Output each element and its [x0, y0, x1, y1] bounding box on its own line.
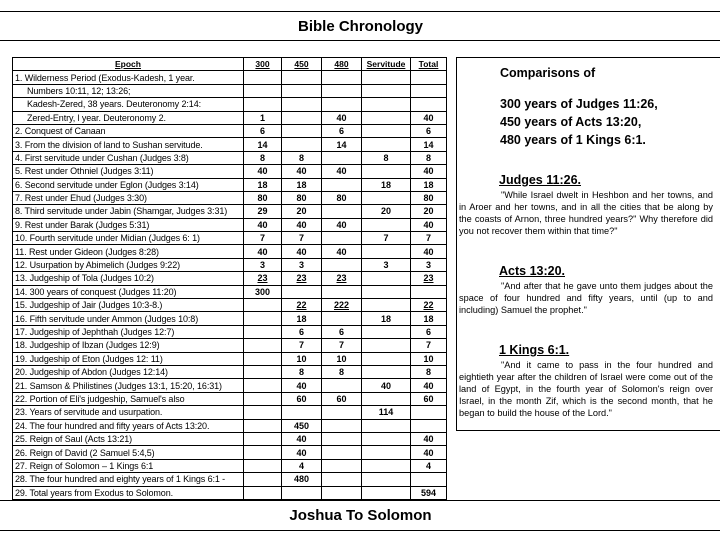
value-cell [282, 71, 322, 84]
epoch-cell: 25. Reign of Saul (Acts 13:21) [13, 432, 244, 445]
epoch-cell: 16. Fifth servitude under Ammon (Judges 10:8) [13, 312, 244, 325]
value-cell [322, 151, 362, 164]
value-cell [244, 299, 282, 312]
value-cell: 40 [411, 165, 447, 178]
value-cell [411, 419, 447, 432]
footer-title: Joshua To Solomon [0, 500, 720, 531]
value-cell [362, 71, 411, 84]
table-row [13, 165, 447, 178]
value-cell: 40 [282, 218, 322, 231]
value-cell: 3 [411, 258, 447, 271]
value-cell [244, 98, 282, 111]
value-cell [244, 419, 282, 432]
table-row [13, 432, 447, 445]
value-cell: 60 [411, 392, 447, 405]
epoch-cell: 7. Rest under Ehud (Judges 3:30) [13, 191, 244, 204]
value-cell: 7 [244, 232, 282, 245]
value-cell [322, 419, 362, 432]
section-ref: 1 Kings 6:1. [499, 343, 570, 357]
header-servitude: Servitude [362, 58, 411, 71]
value-cell [362, 218, 411, 231]
section-quote: "And after that he gave unto them judges about the space of four hundred and fifty years, until (up to and including) Samuel the prophet." [459, 281, 713, 315]
panel-heading: Comparisons of [500, 66, 596, 80]
epoch-cell: Numbers 10:11, 12; 13:26; [13, 84, 244, 97]
table-row [13, 365, 447, 378]
header-epoch: Epoch [13, 58, 244, 71]
value-cell: 10 [282, 352, 322, 365]
value-cell: 40 [411, 218, 447, 231]
value-cell [322, 473, 362, 486]
value-cell [411, 406, 447, 419]
value-cell [282, 124, 322, 137]
epoch-cell: 17. Judgeship of Jephthah (Judges 12:7) [13, 325, 244, 338]
table-row [13, 98, 447, 111]
value-cell: 14 [322, 138, 362, 151]
value-cell: 40 [322, 218, 362, 231]
value-cell: 23 [244, 272, 282, 285]
section-quote: "And it came to pass in the four hundred and eightieth year after the children of Israel were come out of the land of Egypt, in the fourth year of Solomon's reign over Israel, in the month Zif, which is the second month, that he began to build the house of the Lord." [459, 360, 713, 418]
value-cell: 40 [244, 165, 282, 178]
value-cell [411, 473, 447, 486]
value-cell [244, 486, 282, 499]
epoch-cell: 24. The four hundred and fifty years of Acts 13:20. [13, 419, 244, 432]
value-cell: 480 [282, 473, 322, 486]
epoch-cell: 19. Judgeship of Eton (Judges 12: 11) [13, 352, 244, 365]
table-header-row [13, 58, 447, 71]
table-row [13, 178, 447, 191]
section-ref: Judges 11:26. [499, 173, 581, 187]
value-cell: 18 [411, 178, 447, 191]
epoch-cell: 14. 300 years of conquest (Judges 11:20) [13, 285, 244, 298]
epoch-cell: Kadesh-Zered, 38 years. Deuteronomy 2:14: [13, 98, 244, 111]
epoch-cell: Zered-Entry, l year. Deuteronomy 2. [13, 111, 244, 124]
table-row [13, 392, 447, 405]
section-judges [457, 173, 720, 237]
value-cell [282, 406, 322, 419]
epoch-cell: 4. First servitude under Cushan (Judges 3:8) [13, 151, 244, 164]
value-cell: 22 [411, 299, 447, 312]
value-cell: 40 [244, 245, 282, 258]
epoch-cell: 3. From the division of land to Sushan servitude. [13, 138, 244, 151]
header-450: 450 [282, 58, 322, 71]
section-ref: Acts 13:20. [499, 264, 566, 278]
value-cell: 18 [282, 178, 322, 191]
value-cell: 20 [411, 205, 447, 218]
epoch-cell: 27. Reign of Solomon – 1 Kings 6:1 [13, 459, 244, 472]
value-cell [362, 245, 411, 258]
panel-line: 300 years of Judges 11:26, [500, 97, 658, 111]
value-cell [362, 459, 411, 472]
value-cell [362, 191, 411, 204]
value-cell: 1 [244, 111, 282, 124]
value-cell: 7 [411, 232, 447, 245]
value-cell: 40 [282, 432, 322, 445]
epoch-cell: 29. Total years from Exodus to Solomon. [13, 486, 244, 499]
value-cell [362, 432, 411, 445]
table-row [13, 473, 447, 486]
value-cell: 40 [244, 218, 282, 231]
value-cell [322, 432, 362, 445]
value-cell [362, 446, 411, 459]
value-cell: 60 [322, 392, 362, 405]
value-cell [362, 124, 411, 137]
value-cell: 29 [244, 205, 282, 218]
table-row [13, 406, 447, 419]
chronology-table [12, 57, 447, 500]
epoch-cell: 8. Third servitude under Jabin (Shamgar, Judges 3:31) [13, 205, 244, 218]
value-cell: 18 [411, 312, 447, 325]
value-cell [282, 285, 322, 298]
value-cell: 40 [362, 379, 411, 392]
value-cell: 6 [282, 325, 322, 338]
value-cell [322, 98, 362, 111]
section-acts [457, 264, 720, 316]
value-cell [411, 98, 447, 111]
value-cell: 40 [282, 446, 322, 459]
value-cell: 7 [322, 339, 362, 352]
value-cell [244, 71, 282, 84]
value-cell [362, 419, 411, 432]
value-cell [282, 84, 322, 97]
section-quote: "While Israel dwelt in Heshbon and her towns, and in Aroer and her towns, and in all the cities that be along by the coasts of Arnon, three hundred years?" Why therefore did you not recover them within that time?" [459, 190, 713, 236]
value-cell [362, 352, 411, 365]
value-cell: 18 [362, 312, 411, 325]
epoch-cell: 15. Judgeship of Jair (Judges 10:3-8.) [13, 299, 244, 312]
table-row [13, 205, 447, 218]
value-cell [362, 392, 411, 405]
value-cell: 20 [362, 205, 411, 218]
value-cell [322, 285, 362, 298]
value-cell: 3 [244, 258, 282, 271]
value-cell: 14 [411, 138, 447, 151]
value-cell [411, 285, 447, 298]
value-cell: 80 [244, 191, 282, 204]
value-cell: 23 [411, 272, 447, 285]
value-cell [362, 285, 411, 298]
table-row [13, 419, 447, 432]
value-cell [322, 232, 362, 245]
table-row [13, 71, 447, 84]
table-row [13, 218, 447, 231]
value-cell: 300 [244, 285, 282, 298]
value-cell: 4 [282, 459, 322, 472]
value-cell [244, 84, 282, 97]
value-cell: 40 [411, 245, 447, 258]
value-cell [322, 258, 362, 271]
value-cell: 594 [411, 486, 447, 499]
panel-line: 480 years of 1 Kings 6:1. [500, 133, 646, 147]
table-row [13, 232, 447, 245]
value-cell: 18 [244, 178, 282, 191]
table-row [13, 352, 447, 365]
value-cell: 40 [411, 432, 447, 445]
value-cell: 18 [282, 312, 322, 325]
value-cell [244, 392, 282, 405]
panel-line: 450 years of Acts 13:20, [500, 115, 642, 129]
table-row [13, 138, 447, 151]
value-cell [244, 312, 282, 325]
value-cell [244, 473, 282, 486]
epoch-cell: 9. Rest under Barak (Judges 5:31) [13, 218, 244, 231]
table-row [13, 151, 447, 164]
value-cell [282, 111, 322, 124]
table-row [13, 379, 447, 392]
table-row [13, 285, 447, 298]
comparisons-panel [456, 57, 720, 431]
table-row [13, 124, 447, 137]
value-cell [411, 84, 447, 97]
value-cell [362, 138, 411, 151]
value-cell [322, 312, 362, 325]
epoch-cell: 20. Judgeship of Abdon (Judges 12:14) [13, 365, 244, 378]
value-cell: 60 [282, 392, 322, 405]
table-row [13, 272, 447, 285]
value-cell [362, 111, 411, 124]
value-cell [322, 205, 362, 218]
epoch-cell: 22. Portion of Eli's judgeship, Samuel's also [13, 392, 244, 405]
value-cell [362, 299, 411, 312]
epoch-cell: 23. Years of servitude and usurpation. [13, 406, 244, 419]
value-cell: 10 [411, 352, 447, 365]
header-480: 480 [322, 58, 362, 71]
value-cell: 6 [322, 124, 362, 137]
value-cell [282, 486, 322, 499]
value-cell: 7 [282, 339, 322, 352]
table-row [13, 312, 447, 325]
value-cell: 18 [362, 178, 411, 191]
value-cell: 80 [411, 191, 447, 204]
value-cell [244, 446, 282, 459]
value-cell: 80 [282, 191, 322, 204]
value-cell [244, 379, 282, 392]
epoch-cell: 21. Samson & Philistines (Judges 13:1, 15:20, 16:31) [13, 379, 244, 392]
table-row [13, 111, 447, 124]
value-cell [362, 486, 411, 499]
value-cell [322, 406, 362, 419]
epoch-cell: 13. Judgeship of Tola (Judges 10:2) [13, 272, 244, 285]
value-cell: 450 [282, 419, 322, 432]
table-row [13, 258, 447, 271]
value-cell: 40 [322, 165, 362, 178]
value-cell [282, 98, 322, 111]
value-cell [244, 325, 282, 338]
value-cell [244, 339, 282, 352]
value-cell: 8 [244, 151, 282, 164]
value-cell [244, 432, 282, 445]
table-row [13, 446, 447, 459]
value-cell: 6 [322, 325, 362, 338]
value-cell: 8 [411, 151, 447, 164]
table-row [13, 191, 447, 204]
page-title: Bible Chronology [0, 11, 720, 41]
value-cell [322, 379, 362, 392]
value-cell: 23 [282, 272, 322, 285]
value-cell: 8 [282, 151, 322, 164]
value-cell: 8 [362, 151, 411, 164]
epoch-cell: 11. Rest under Gideon (Judges 8:28) [13, 245, 244, 258]
value-cell [322, 459, 362, 472]
value-cell: 8 [322, 365, 362, 378]
value-cell [244, 365, 282, 378]
epoch-cell: 10. Fourth servitude under Midian (Judges 6: 1) [13, 232, 244, 245]
value-cell: 3 [282, 258, 322, 271]
table-row [13, 299, 447, 312]
value-cell: 8 [411, 365, 447, 378]
value-cell: 22 [282, 299, 322, 312]
value-cell: 7 [362, 232, 411, 245]
value-cell: 7 [411, 339, 447, 352]
value-cell: 7 [282, 232, 322, 245]
header-300: 300 [244, 58, 282, 71]
value-cell: 222 [322, 299, 362, 312]
value-cell: 10 [322, 352, 362, 365]
epoch-cell: 12. Usurpation by Abimelich (Judges 9:22) [13, 258, 244, 271]
epoch-cell: 1. Wilderness Period (Exodus-Kadesh, 1 year. [13, 71, 244, 84]
header-total: Total [411, 58, 447, 71]
value-cell: 40 [411, 446, 447, 459]
value-cell [362, 272, 411, 285]
value-cell: 40 [322, 111, 362, 124]
value-cell: 40 [411, 111, 447, 124]
value-cell: 114 [362, 406, 411, 419]
epoch-cell: 28. The four hundred and eighty years of 1 Kings 6:1 - [13, 473, 244, 486]
value-cell [362, 339, 411, 352]
value-cell: 14 [244, 138, 282, 151]
table-row [13, 325, 447, 338]
value-cell [362, 365, 411, 378]
value-cell [244, 352, 282, 365]
value-cell: 40 [282, 165, 322, 178]
table-row [13, 84, 447, 97]
value-cell: 3 [362, 258, 411, 271]
value-cell [362, 325, 411, 338]
value-cell [322, 446, 362, 459]
value-cell [322, 71, 362, 84]
value-cell [322, 84, 362, 97]
value-cell: 23 [322, 272, 362, 285]
value-cell: 6 [244, 124, 282, 137]
value-cell: 8 [282, 365, 322, 378]
epoch-cell: 18. Judgeship of Ibzan (Judges 12:9) [13, 339, 244, 352]
value-cell [244, 459, 282, 472]
value-cell: 40 [411, 379, 447, 392]
value-cell: 40 [322, 245, 362, 258]
epoch-cell: 2. Conquest of Canaan [13, 124, 244, 137]
value-cell: 6 [411, 124, 447, 137]
value-cell [362, 98, 411, 111]
epoch-cell: 5. Rest under Othniel (Judges 3:11) [13, 165, 244, 178]
value-cell [362, 84, 411, 97]
table-row [13, 459, 447, 472]
table-row [13, 339, 447, 352]
value-cell [282, 138, 322, 151]
section-kings [457, 343, 720, 419]
table-row [13, 486, 447, 499]
value-cell: 40 [282, 245, 322, 258]
value-cell: 40 [282, 379, 322, 392]
value-cell [322, 486, 362, 499]
value-cell [411, 71, 447, 84]
value-cell: 6 [411, 325, 447, 338]
value-cell [362, 473, 411, 486]
value-cell: 20 [282, 205, 322, 218]
value-cell [244, 406, 282, 419]
value-cell: 4 [411, 459, 447, 472]
value-cell [362, 165, 411, 178]
table-row [13, 245, 447, 258]
value-cell [322, 178, 362, 191]
epoch-cell: 26. Reign of David (2 Samuel 5:4,5) [13, 446, 244, 459]
value-cell: 80 [322, 191, 362, 204]
epoch-cell: 6. Second servitude under Eglon (Judges 3:14) [13, 178, 244, 191]
